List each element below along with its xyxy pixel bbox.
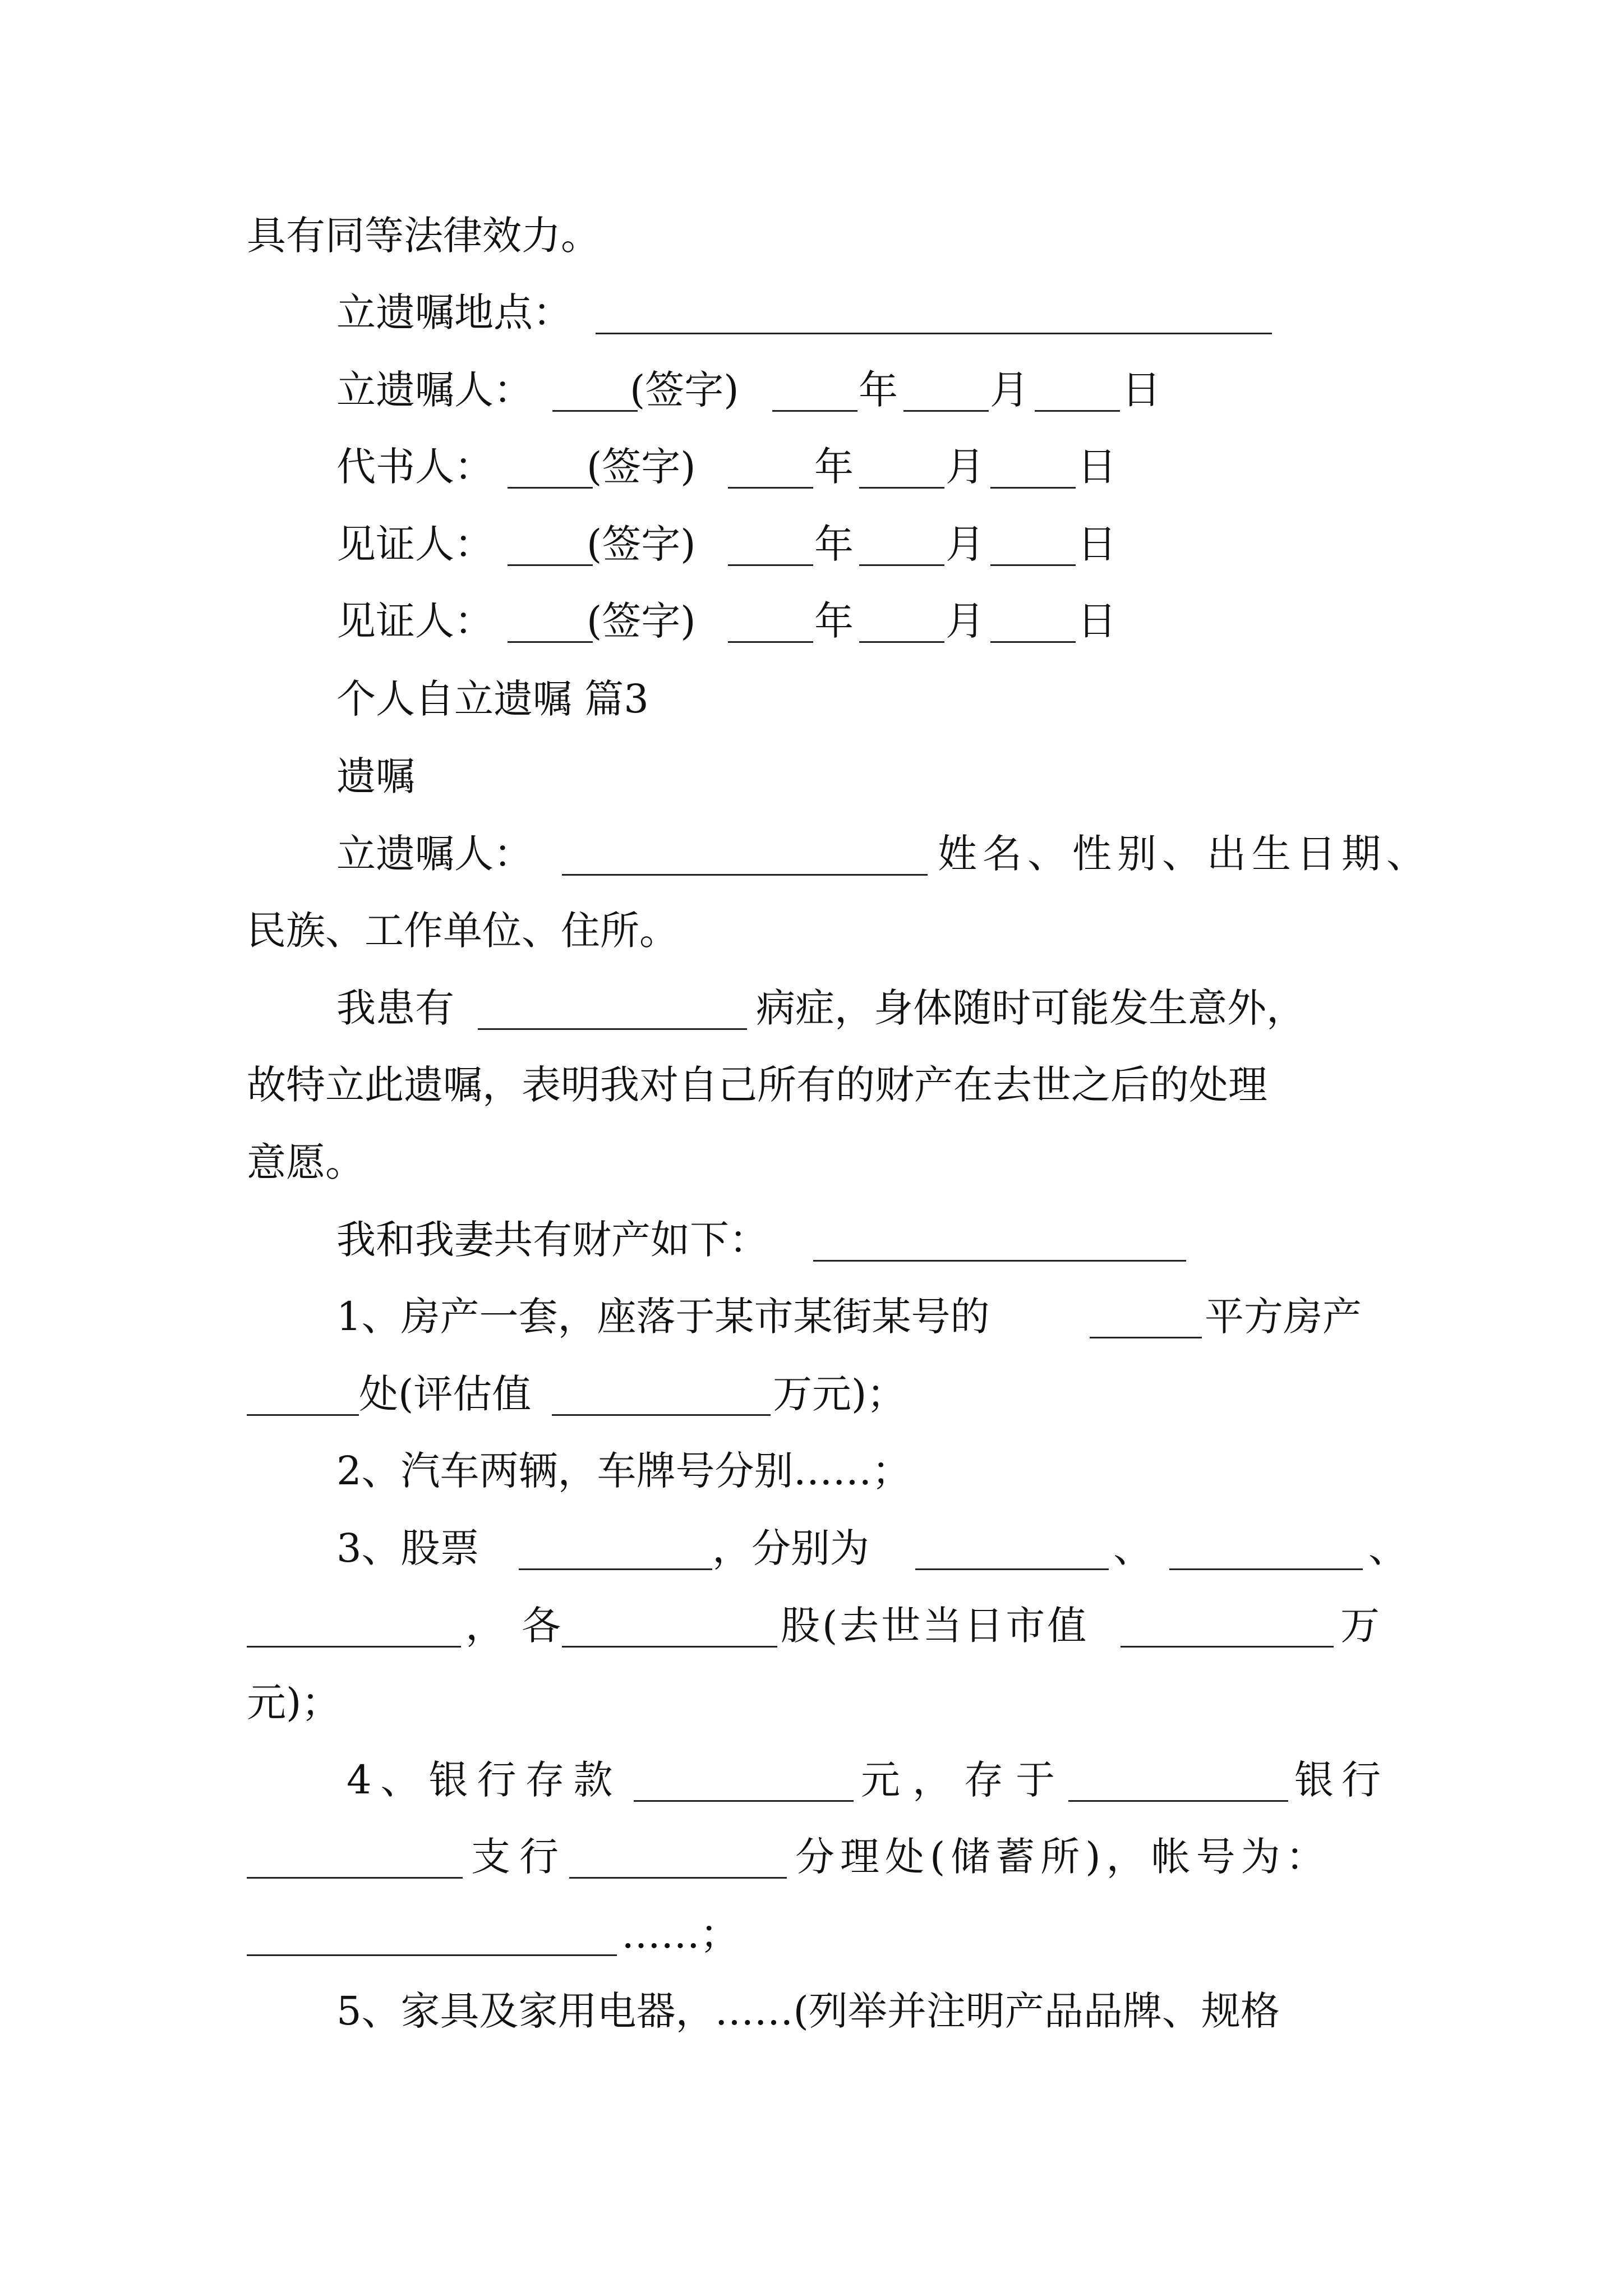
- item3-text-h: 元)；: [247, 1680, 341, 1726]
- paragraph-line: [0, 208, 1623, 264]
- item3-text-a: 3、股票: [336, 1525, 479, 1571]
- property-intro-text: 我和我妻共有财产如下：: [336, 1217, 768, 1263]
- item4-row-2: [0, 1829, 1623, 1885]
- will-place-row: [0, 284, 1623, 341]
- signature-sign-text: (签字): [630, 367, 739, 413]
- property-intro-row: [0, 1212, 1623, 1268]
- signature-label: 见证人：: [336, 521, 494, 567]
- item4-row-3: [0, 1906, 1623, 1962]
- section-heading-row: [0, 671, 1623, 727]
- item3-text-e: ，各: [465, 1603, 578, 1649]
- item1-area-blank[interactable]: [1090, 1337, 1202, 1338]
- item2-row: [0, 1443, 1623, 1499]
- item4-office-blank[interactable]: [569, 1877, 787, 1879]
- illness-text-d: 意愿。: [247, 1139, 365, 1185]
- item3-shares-blank[interactable]: [562, 1646, 777, 1648]
- item1-text-c: 处(评估值: [359, 1371, 532, 1417]
- signature-label: 代书人：: [336, 444, 494, 490]
- month-blank[interactable]: [859, 487, 944, 489]
- item4-branch-blank[interactable]: [247, 1877, 463, 1879]
- month-label: 月: [946, 521, 985, 567]
- illness-row: [0, 980, 1623, 1036]
- item4-text-b: 元，存于: [861, 1757, 1067, 1803]
- year-label: 年: [859, 367, 898, 413]
- item3-text-f: 股(去世当日市值: [781, 1603, 1089, 1649]
- will-place-label: 立遗嘱地点：: [336, 289, 572, 335]
- month-blank[interactable]: [903, 410, 989, 412]
- testator-fields-text: 姓名、性别、出生日期、: [938, 831, 1431, 877]
- item3-name-blank-3[interactable]: [247, 1646, 461, 1648]
- year-blank[interactable]: [728, 641, 813, 643]
- item3-stock-blank[interactable]: [519, 1568, 712, 1570]
- signature-sign-text: (签字): [587, 444, 696, 490]
- year-label: 年: [814, 521, 854, 567]
- illness-text-b: 病症，身体随时可能发生意外，: [756, 985, 1306, 1031]
- day-label: 日: [1077, 521, 1117, 567]
- month-blank[interactable]: [859, 564, 944, 566]
- section-heading: 个人自立遗嘱 篇3: [336, 676, 649, 722]
- year-blank[interactable]: [728, 487, 813, 489]
- will-title: 遗嘱: [336, 753, 415, 799]
- signature-row-testator: [0, 362, 1623, 418]
- item1-row: [0, 1289, 1623, 1345]
- illness-text-a: 我患有: [336, 985, 454, 1031]
- item4-account-blank[interactable]: [247, 1954, 617, 1956]
- testator-fields-cont-text: 民族、工作单位、住所。: [247, 908, 679, 954]
- illness-text-c: 故特立此遗嘱，表明我对自己所有的财产在去世之后的处理: [247, 1062, 1267, 1108]
- day-label: 日: [1122, 367, 1161, 413]
- day-label: 日: [1077, 598, 1117, 644]
- item3-row-3: [0, 1674, 1623, 1731]
- item5-row: [0, 1983, 1623, 2039]
- item3-text-d: 、: [1368, 1525, 1408, 1571]
- year-blank[interactable]: [728, 564, 813, 566]
- signature-blank[interactable]: [508, 487, 593, 489]
- signature-row-witness-2: [0, 593, 1623, 649]
- month-blank[interactable]: [859, 641, 944, 643]
- item3-name-blank-1[interactable]: [915, 1568, 1109, 1570]
- testator-label: 立遗嘱人：: [336, 831, 533, 877]
- item1-text-b: 平方房产: [1205, 1294, 1362, 1340]
- item3-text-g: 万: [1340, 1603, 1380, 1649]
- text-legal-effect: 具有同等法律效力。: [247, 213, 600, 259]
- item1-row-2: [0, 1366, 1623, 1422]
- testator-blank[interactable]: [562, 874, 928, 876]
- day-label: 日: [1077, 444, 1117, 490]
- item1-text-d: 万元)；: [773, 1371, 906, 1417]
- day-blank[interactable]: [990, 487, 1076, 489]
- testator-row-cont: [0, 903, 1623, 959]
- item5-text: 5、家具及家用电器，……(列举并注明产品品牌、规格: [336, 1988, 1280, 2034]
- illness-blank[interactable]: [478, 1028, 747, 1030]
- signature-label: 立遗嘱人：: [336, 367, 533, 413]
- signature-row-witness-1: [0, 516, 1623, 572]
- will-title-row: [0, 748, 1623, 804]
- year-label: 年: [814, 444, 854, 490]
- item3-value-blank[interactable]: [1121, 1646, 1334, 1648]
- item3-text-b: ，分别为: [712, 1525, 869, 1571]
- illness-row-2: [0, 1057, 1623, 1113]
- item1-count-blank[interactable]: [247, 1414, 359, 1416]
- item4-text-a: 4、银行存款: [347, 1757, 622, 1803]
- item4-text-c: 银行: [1294, 1757, 1389, 1803]
- month-label: 月: [946, 444, 985, 490]
- item1-text-a: 1、房产一套，座落于某市某街某号的: [336, 1294, 990, 1340]
- year-blank[interactable]: [772, 410, 857, 412]
- month-label: 月: [990, 367, 1029, 413]
- year-label: 年: [814, 598, 854, 644]
- item4-text-f: ……；: [621, 1911, 739, 1957]
- item4-text-e: 分理处(储蓄所)，帐号为：: [795, 1834, 1331, 1880]
- signature-blank[interactable]: [552, 410, 638, 412]
- item4-bank-blank[interactable]: [1068, 1800, 1288, 1802]
- signature-sign-text: (签字): [587, 598, 696, 644]
- month-label: 月: [946, 598, 985, 644]
- item3-row-2: [0, 1598, 1623, 1654]
- illness-row-3: [0, 1134, 1623, 1190]
- signature-sign-text: (签字): [587, 521, 696, 567]
- signature-row-scribe: [0, 439, 1623, 495]
- testator-row: [0, 826, 1623, 882]
- item2-text: 2、汽车两辆，车牌号分别……；: [336, 1448, 911, 1494]
- item3-name-blank-2[interactable]: [1169, 1568, 1363, 1570]
- day-blank[interactable]: [990, 641, 1076, 643]
- signature-blank[interactable]: [508, 641, 593, 643]
- day-blank[interactable]: [1035, 410, 1120, 412]
- item3-row: [0, 1520, 1623, 1576]
- item3-text-c: 、: [1113, 1525, 1152, 1571]
- property-intro-blank[interactable]: [813, 1260, 1186, 1262]
- item1-value-blank[interactable]: [552, 1414, 771, 1416]
- day-blank[interactable]: [990, 564, 1076, 566]
- item4-amount-blank[interactable]: [634, 1800, 854, 1802]
- signature-label: 见证人：: [336, 598, 494, 644]
- item4-text-d: 支行: [471, 1834, 568, 1880]
- signature-blank[interactable]: [508, 564, 593, 566]
- item4-row: [0, 1752, 1623, 1808]
- will-place-blank[interactable]: [596, 333, 1272, 334]
